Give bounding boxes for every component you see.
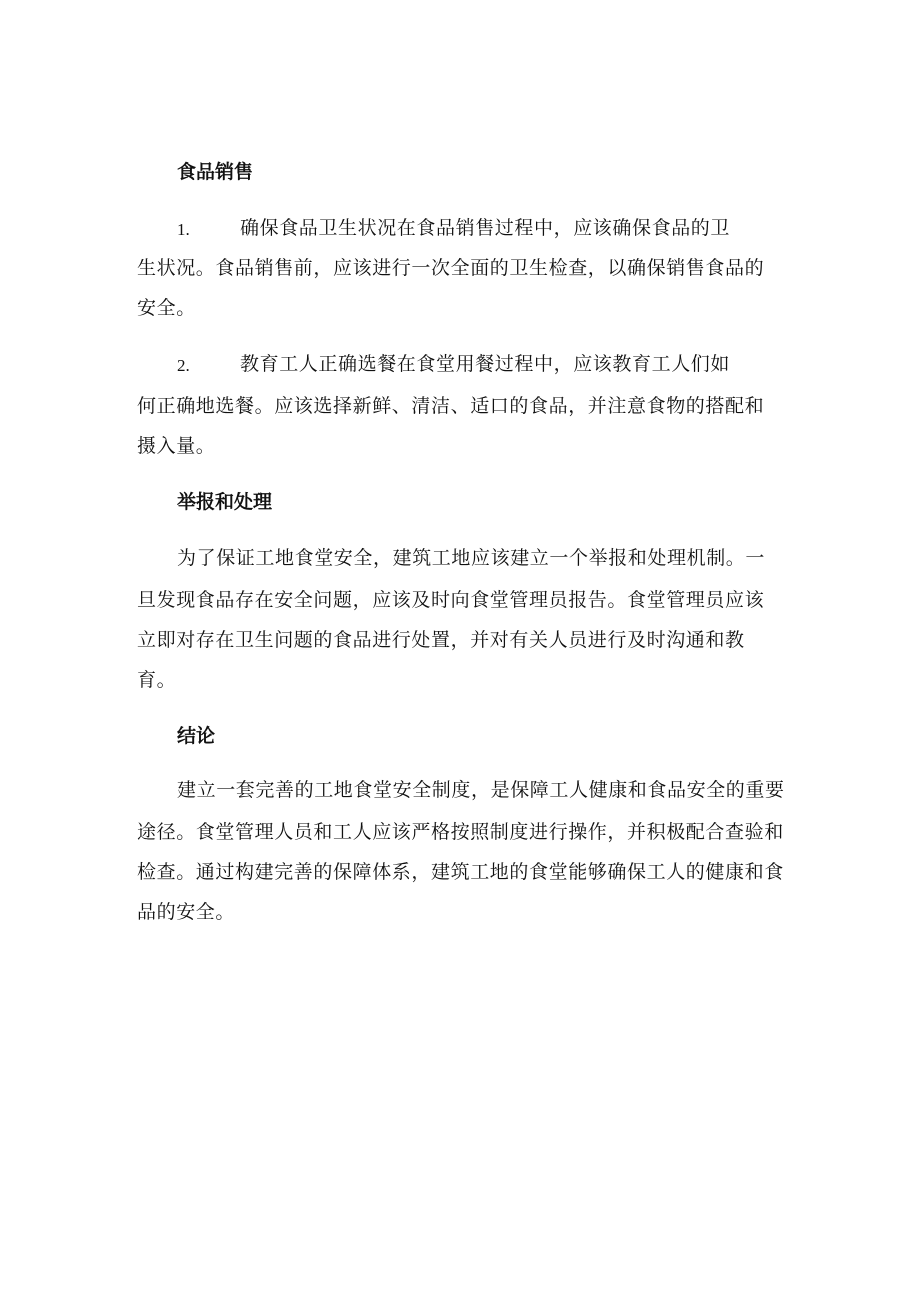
- section-heading-food-sales: 食品销售: [177, 161, 254, 183]
- item-1-line-2: 生状况。食品销售前，应该进行一次全面的卫生检查，以确保销售食品的: [137, 257, 765, 279]
- section-heading-reporting: 举报和处理: [177, 491, 273, 513]
- reporting-line-2: 旦发现食品存在安全问题，应该及时向食堂管理员报告。食堂管理员应该: [137, 589, 765, 611]
- item-1-line-1: 确保食品卫生状况在食品销售过程中，应该确保食品的卫: [240, 217, 731, 239]
- item-number-2: 2.: [177, 356, 190, 375]
- conclusion-line-2: 途径。食堂管理人员和工人应该严格按照制度进行操作，并积极配合查验和: [137, 821, 784, 843]
- conclusion-line-3: 检查。通过构建完善的保障体系，建筑工地的食堂能够确保工人的健康和食: [137, 861, 784, 883]
- conclusion-line-4: 品的安全。: [137, 901, 236, 923]
- section-heading-conclusion: 结论: [177, 725, 216, 747]
- item-2-line-2: 何正确地选餐。应该选择新鲜、清洁、适口的食品，并注意食物的搭配和: [137, 395, 765, 417]
- reporting-line-3: 立即对存在卫生问题的食品进行处置，并对有关人员进行及时沟通和教: [137, 629, 745, 651]
- conclusion-line-1: 建立一套完善的工地食堂安全制度，是保障工人健康和食品安全的重要: [177, 779, 785, 801]
- item-1-line-3: 安全。: [137, 297, 196, 319]
- reporting-line-4: 育。: [137, 669, 177, 691]
- item-2-line-3: 摄入量。: [137, 435, 216, 457]
- item-number-1: 1.: [177, 220, 190, 239]
- reporting-line-1: 为了保证工地食堂安全，建筑工地应该建立一个举报和处理机制。一: [177, 547, 766, 569]
- item-2-line-1: 教育工人正确选餐在食堂用餐过程中，应该教育工人们如: [240, 353, 731, 375]
